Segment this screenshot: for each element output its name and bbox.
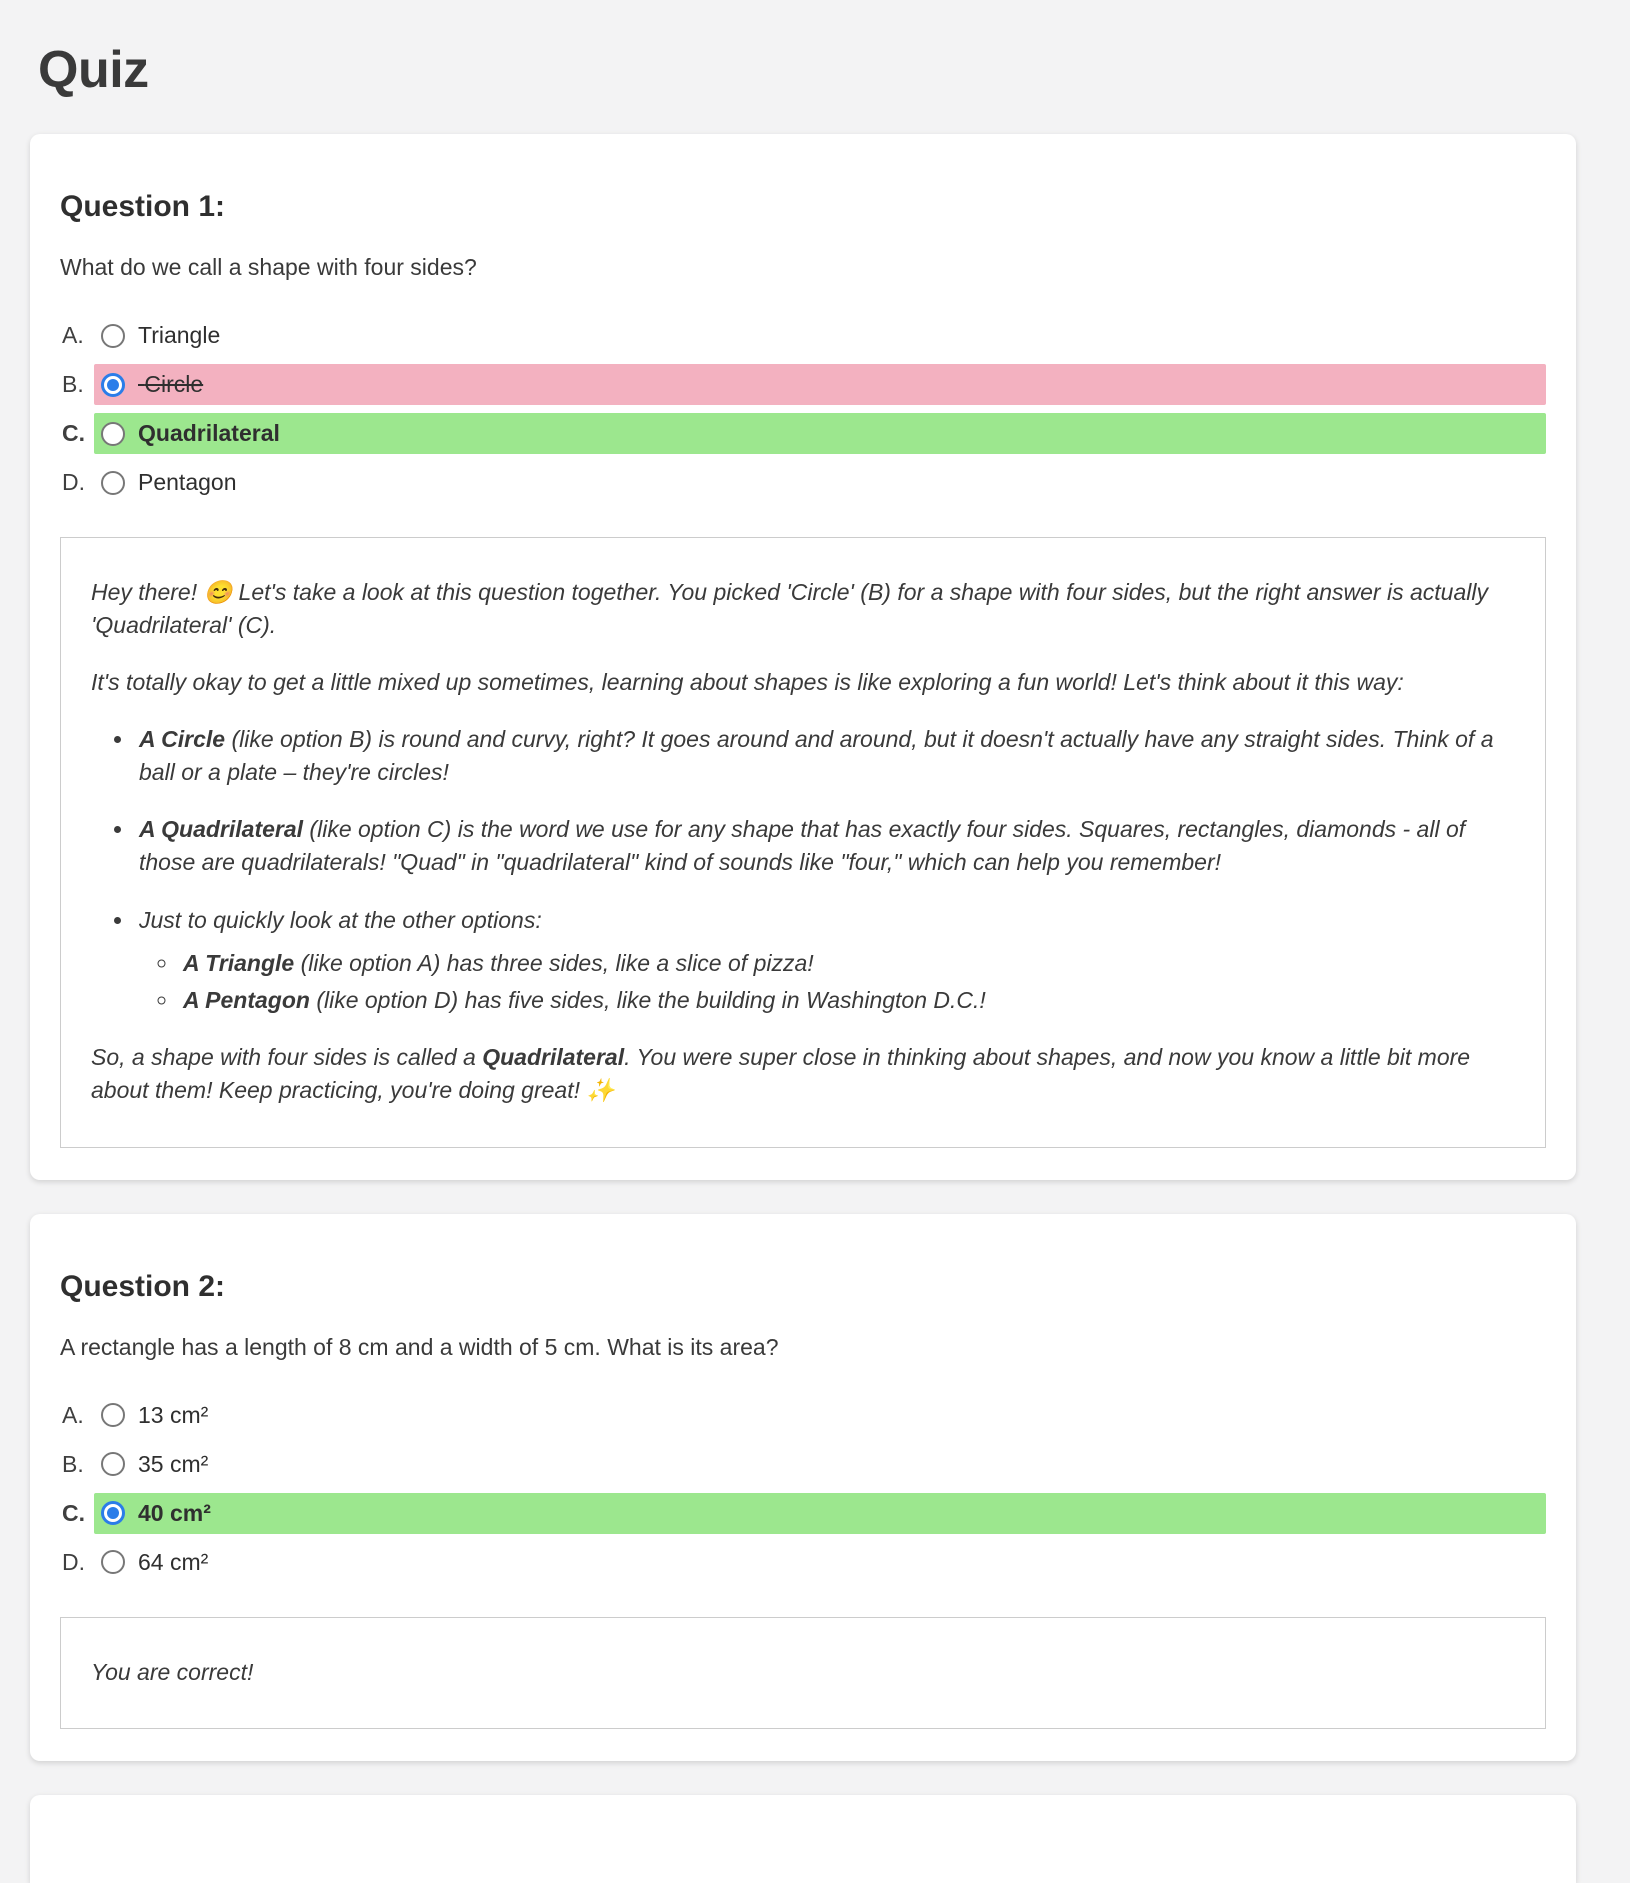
feedback-paragraph <box>91 666 1515 699</box>
feedback-text: It's totally okay to get a little mixed up sometimes, learning about shapes is like exploring a fun world! Let's think about it this way: <box>91 668 1404 695</box>
question-2-feedback-box <box>60 1617 1546 1730</box>
feedback-text: . You were super close in thinking about shapes, and now you know a little bit more about them! Keep practicing, you're doing great! ✨ <box>91 1043 1471 1103</box>
q1-option-b[interactable] <box>60 364 1546 405</box>
question-1-options <box>60 315 1546 503</box>
feedback-text: Just to quickly look at the other options: <box>139 907 542 934</box>
q1-option-a-radio[interactable] <box>101 324 125 348</box>
feedback-text: (like option C) is the word we use for any shape that has exactly four sides. Squares, rectangles, diamonds - all of those are quadrilaterals! "Quad" in "quadrilateral" kind of sounds like "four," which can help you remember! <box>139 816 1466 876</box>
feedback-text: (like option B) is round and curvy, right? It goes around and around, but it doesn't actually have any straight sides. Think of a ball or a plate – they're circles! <box>139 725 1494 785</box>
q2-option-d-row[interactable] <box>94 1542 1546 1583</box>
q1-option-c-letter: C. <box>62 420 85 446</box>
feedback-text: (like option A) has three sides, like a slice of pizza! <box>294 950 814 976</box>
question-2-card <box>30 1214 1576 1762</box>
q2-option-b[interactable] <box>60 1444 1546 1485</box>
feedback-bold-text: A Triangle <box>183 950 295 976</box>
q2-option-c-radio[interactable] <box>101 1501 125 1525</box>
q1-option-a-row[interactable] <box>94 315 1546 356</box>
q2-option-b-radio[interactable] <box>101 1452 125 1476</box>
q2-option-c-letter: C. <box>62 1499 85 1526</box>
q1-option-c-row[interactable] <box>94 413 1546 454</box>
question-1-prompt: What do we call a shape with four sides? <box>60 254 477 280</box>
q1-option-b-label: Circle <box>144 371 204 397</box>
q2-option-d[interactable] <box>60 1542 1546 1583</box>
q2-option-c-label: 40 cm² <box>138 1499 211 1526</box>
q2-option-d-letter: D. <box>62 1548 85 1575</box>
feedback-text: (like option D) has five sides, like the building in Washington D.C.! <box>309 986 986 1013</box>
feedback-bullet <box>135 723 1515 789</box>
feedback-sub-bullet-list <box>139 947 1515 1017</box>
feedback-bullet <box>135 813 1515 879</box>
feedback-bold-text: A Pentagon <box>183 986 310 1013</box>
question-1-heading: Question 1: <box>60 190 226 223</box>
question-2-heading: Question 2: <box>60 1269 226 1303</box>
feedback-sub-bullet <box>179 947 1515 980</box>
q2-option-b-row[interactable] <box>94 1444 1546 1485</box>
question-1-feedback-box <box>60 537 1546 1148</box>
q1-option-b-radio[interactable] <box>101 373 125 397</box>
q1-option-d-row[interactable] <box>94 462 1546 503</box>
feedback-bold-text: Quadrilateral <box>482 1043 625 1070</box>
feedback-bold-text: A Circle <box>139 725 226 752</box>
q2-option-a-radio[interactable] <box>101 1403 125 1427</box>
feedback-bullet <box>135 904 1515 1017</box>
feedback-paragraph <box>91 576 1515 642</box>
q1-option-c-label: Quadrilateral <box>138 420 280 446</box>
feedback-paragraph <box>91 1041 1515 1107</box>
q1-option-a-letter: A. <box>62 322 84 348</box>
feedback-paragraph <box>91 1656 1515 1689</box>
q1-option-b-letter: B. <box>62 371 84 397</box>
q1-option-d[interactable] <box>60 462 1546 503</box>
q2-option-a-row[interactable] <box>94 1395 1546 1436</box>
q1-option-a-label: Triangle <box>138 322 221 348</box>
q2-option-c[interactable] <box>60 1493 1546 1534</box>
feedback-bullet-list <box>91 723 1515 1017</box>
question-1-card <box>30 134 1576 1180</box>
question-2-prompt: A rectangle has a length of 8 cm and a width of 5 cm. What is its area? <box>60 1333 779 1360</box>
q1-option-b-row[interactable] <box>94 364 1546 405</box>
page-title: Quiz <box>38 41 149 99</box>
q2-option-d-radio[interactable] <box>101 1550 125 1574</box>
q1-option-c-radio[interactable] <box>101 422 125 446</box>
feedback-text: So, a shape with four sides is called a <box>91 1043 483 1070</box>
feedback-text: Hey there! 😊 Let's take a look at this question together. You picked 'Circle' (B) for a shape with four sides, but the right answer is actually 'Quadrilateral' (C). <box>91 579 1488 638</box>
q1-option-d-radio[interactable] <box>101 471 125 495</box>
q2-option-a[interactable] <box>60 1395 1546 1436</box>
q2-option-a-label: 13 cm² <box>138 1401 209 1428</box>
feedback-bold-text: A Quadrilateral <box>139 816 304 843</box>
q2-option-d-label: 64 cm² <box>138 1548 209 1575</box>
q2-option-c-row[interactable] <box>94 1493 1546 1534</box>
q1-option-d-letter: D. <box>62 469 85 495</box>
q2-option-b-label: 35 cm² <box>138 1450 209 1477</box>
question-2-options <box>60 1395 1546 1583</box>
q2-option-b-letter: B. <box>62 1450 84 1477</box>
q1-option-a[interactable] <box>60 315 1546 356</box>
q1-option-d-label: Pentagon <box>138 469 237 495</box>
feedback-text: You are correct! <box>91 1658 254 1685</box>
q2-option-a-letter: A. <box>62 1401 84 1428</box>
question-3-card-partial <box>30 1795 1576 1883</box>
feedback-sub-bullet <box>179 984 1515 1017</box>
q1-option-c[interactable] <box>60 413 1546 454</box>
